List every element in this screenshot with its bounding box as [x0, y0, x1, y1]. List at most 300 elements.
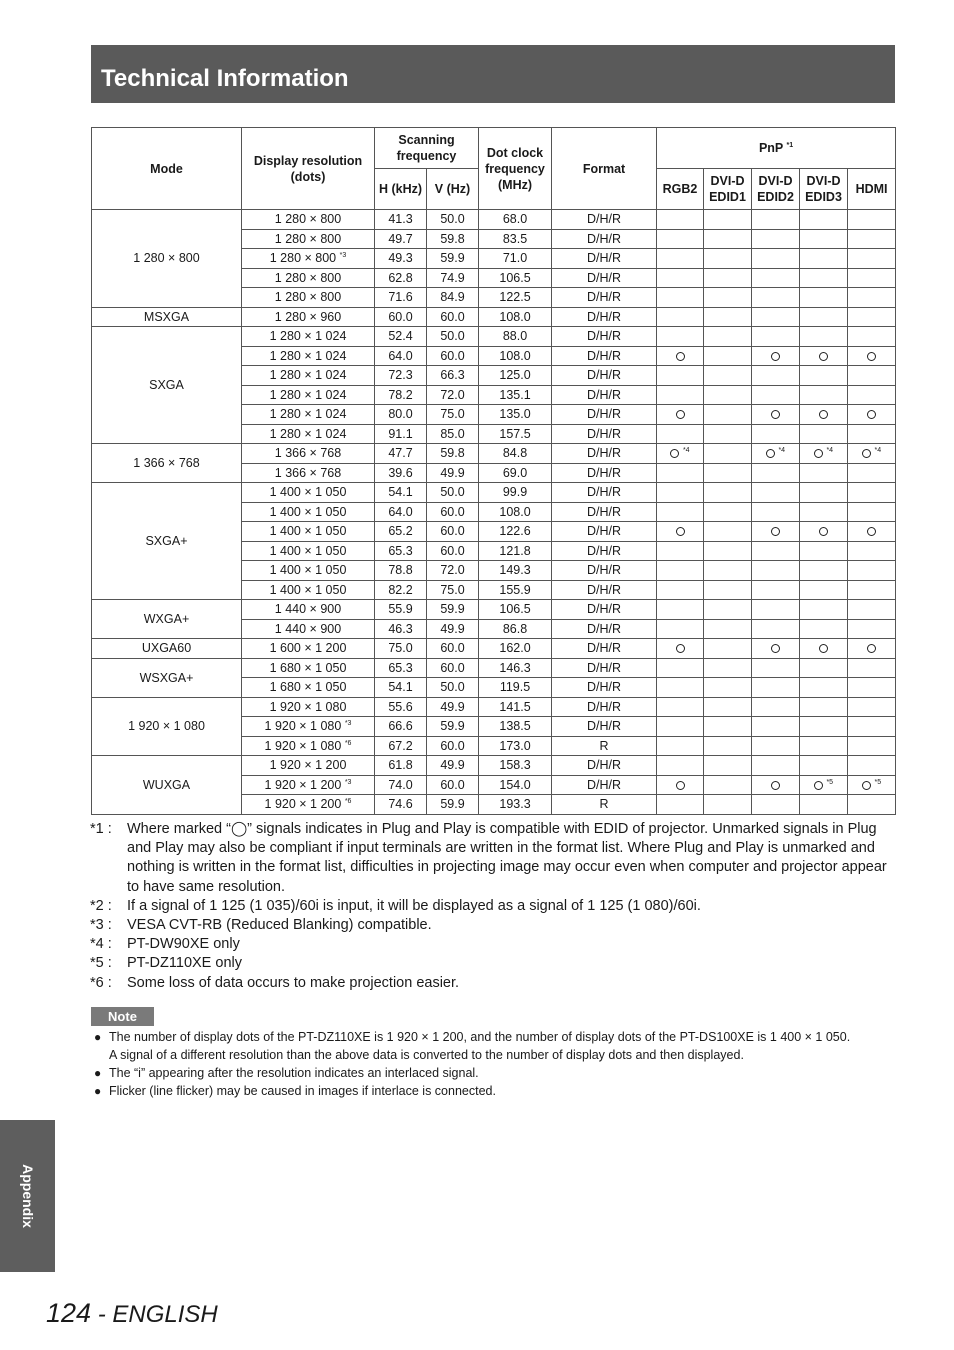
resolution-value: 1 280 × 800: [274, 270, 342, 285]
pnp-cell: [752, 249, 800, 269]
resolution-value: 1 920 × 1 080: [264, 719, 342, 734]
mode-cell: 1 280 × 800: [92, 210, 242, 308]
pnp-cell: [752, 736, 800, 756]
mode-cell: 1 366 × 768: [92, 444, 242, 483]
pnp-cell: [848, 288, 896, 308]
h-freq-cell: 49.7: [375, 229, 427, 249]
v-freq-cell: 75.0: [427, 580, 479, 600]
h-freq-cell: 71.6: [375, 288, 427, 308]
pnp-cell: [800, 307, 848, 327]
pnp-cell: [657, 697, 704, 717]
mode-cell: UXGA60: [92, 639, 242, 659]
v-freq-cell: 50.0: [427, 678, 479, 698]
footer-language: ENGLISH: [112, 1301, 218, 1328]
pnp-cell: [704, 502, 752, 522]
v-freq-cell: 59.9: [427, 795, 479, 815]
dotclock-cell: 141.5: [479, 697, 552, 717]
resolution-value: 1 366 × 768: [274, 465, 342, 480]
page-number: 124: [46, 1298, 92, 1328]
pnp-cell: [704, 210, 752, 230]
compatible-circle-icon: [766, 449, 775, 458]
mode-cell: SXGA+: [92, 483, 242, 600]
pnp-cell: [848, 424, 896, 444]
resolution-value: 1 680 × 1 050: [269, 680, 347, 695]
compatible-circle-icon: [867, 410, 876, 419]
h-freq-cell: 75.0: [375, 639, 427, 659]
compatible-circle-icon: [771, 410, 780, 419]
format-cell: D/H/R: [552, 229, 657, 249]
resolution-cell: [242, 268, 375, 288]
resolution-cell: [242, 483, 375, 503]
pnp-cell: [704, 697, 752, 717]
pnp-cell: [800, 483, 848, 503]
pnp-cell: [657, 444, 704, 464]
pnp-cell: [704, 483, 752, 503]
pnp-cell: [704, 580, 752, 600]
dotclock-cell: 106.5: [479, 600, 552, 620]
pnp-cell: [657, 385, 704, 405]
pnp-cell: [848, 463, 896, 483]
format-cell: D/H/R: [552, 717, 657, 737]
resolution-cell: [242, 658, 375, 678]
pnp-cell: [657, 775, 704, 795]
bullet-icon: ●: [94, 1030, 102, 1044]
format-cell: D/H/R: [552, 327, 657, 347]
v-freq-cell: 60.0: [427, 502, 479, 522]
v-freq-cell: 60.0: [427, 346, 479, 366]
h-freq-cell: 66.6: [375, 717, 427, 737]
pnp-cell: [752, 717, 800, 737]
pnp-cell: [848, 756, 896, 776]
pnp-cell: [752, 405, 800, 425]
resolution-cell: [242, 346, 375, 366]
appendix-tab-label: Appendix: [19, 1164, 36, 1228]
resolution-note: *3: [339, 252, 347, 260]
pnp-cell: [657, 522, 704, 542]
v-freq-cell: 50.0: [427, 483, 479, 503]
v-freq-cell: 59.9: [427, 717, 479, 737]
table-row: [92, 327, 896, 347]
resolution-cell: [242, 697, 375, 717]
header-edid3: DVI-D EDID3: [800, 169, 848, 210]
pnp-cell: [657, 405, 704, 425]
resolution-cell: [242, 600, 375, 620]
pnp-cell: [752, 327, 800, 347]
pnp-cell: [848, 639, 896, 659]
pnp-cell: [657, 678, 704, 698]
pnp-cell: [657, 580, 704, 600]
header-edid1: DVI-D EDID1: [704, 169, 752, 210]
format-cell: R: [552, 795, 657, 815]
mode-cell: 1 920 × 1 080: [92, 697, 242, 756]
v-freq-cell: 50.0: [427, 210, 479, 230]
header-pnp-label: PnP: [758, 141, 784, 155]
v-freq-cell: 60.0: [427, 736, 479, 756]
v-freq-cell: 74.9: [427, 268, 479, 288]
h-freq-cell: 39.6: [375, 463, 427, 483]
pnp-cell: [704, 756, 752, 776]
page-footer: [46, 1298, 218, 1329]
pnp-cell: [657, 619, 704, 639]
compatible-circle-icon: [814, 781, 823, 790]
h-freq-cell: 55.6: [375, 697, 427, 717]
resolution-cell: [242, 288, 375, 308]
resolution-value: 1 280 × 960: [274, 309, 342, 324]
footnote-key: *6 :: [90, 974, 112, 991]
pnp-cell: [800, 288, 848, 308]
resolution-note: *3: [344, 720, 352, 728]
footnote-text: PT-DZ110XE only: [127, 955, 242, 972]
dotclock-cell: 86.8: [479, 619, 552, 639]
h-freq-cell: 49.3: [375, 249, 427, 269]
h-freq-cell: 54.1: [375, 678, 427, 698]
pnp-cell: [704, 600, 752, 620]
h-freq-cell: 82.2: [375, 580, 427, 600]
header-format: Format: [552, 128, 657, 210]
pnp-cell: [848, 249, 896, 269]
h-freq-cell: 78.2: [375, 385, 427, 405]
pnp-cell: [752, 658, 800, 678]
mode-cell: SXGA: [92, 327, 242, 444]
h-freq-cell: 46.3: [375, 619, 427, 639]
format-cell: D/H/R: [552, 502, 657, 522]
pnp-cell: [800, 346, 848, 366]
resolution-value: 1 280 × 800: [274, 212, 342, 227]
footnote: [90, 916, 896, 935]
pnp-cell: [752, 541, 800, 561]
h-freq-cell: 64.0: [375, 502, 427, 522]
pnp-cell: [800, 561, 848, 581]
resolution-value: 1 600 × 1 200: [269, 641, 347, 656]
table-body: [92, 210, 896, 815]
pnp-cell: [704, 717, 752, 737]
resolution-value: 1 280 × 1 024: [269, 407, 347, 422]
v-freq-cell: 49.9: [427, 697, 479, 717]
compatible-circle-icon: [819, 410, 828, 419]
pnp-cell: [657, 229, 704, 249]
format-cell: D/H/R: [552, 483, 657, 503]
pnp-cell: [752, 463, 800, 483]
pnp-cell: [800, 678, 848, 698]
resolution-value: 1 280 × 1 024: [269, 426, 347, 441]
pnp-cell: [657, 756, 704, 776]
pnp-cell: [800, 366, 848, 386]
pnp-cell: [704, 775, 752, 795]
compatible-circle-icon: [862, 781, 871, 790]
pnp-cell: [752, 210, 800, 230]
v-freq-cell: 59.9: [427, 600, 479, 620]
resolution-value: 1 400 × 1 050: [269, 504, 347, 519]
compatible-circle-icon: [819, 527, 828, 536]
pnp-cell: [657, 541, 704, 561]
pnp-cell: [848, 307, 896, 327]
format-cell: D/H/R: [552, 756, 657, 776]
footnote-text: PT-DW90XE only: [127, 936, 240, 953]
pnp-cell: [800, 756, 848, 776]
resolution-cell: [242, 639, 375, 659]
pnp-cell: [848, 405, 896, 425]
format-cell: D/H/R: [552, 307, 657, 327]
pnp-cell: [800, 229, 848, 249]
pnp-cell: [752, 756, 800, 776]
v-freq-cell: 59.9: [427, 249, 479, 269]
v-freq-cell: 49.9: [427, 619, 479, 639]
pnp-cell: [800, 736, 848, 756]
dotclock-cell: 108.0: [479, 307, 552, 327]
resolution-value: 1 920 × 1 080: [264, 738, 342, 753]
resolution-value: 1 280 × 800: [269, 251, 337, 266]
resolution-cell: [242, 795, 375, 815]
pnp-cell: [848, 229, 896, 249]
pnp-cell: [657, 424, 704, 444]
format-cell: D/H/R: [552, 268, 657, 288]
dotclock-cell: 149.3: [479, 561, 552, 581]
dotclock-cell: 119.5: [479, 678, 552, 698]
dotclock-cell: 69.0: [479, 463, 552, 483]
resolution-value: 1 920 × 1 200: [264, 777, 342, 792]
pnp-cell: [704, 229, 752, 249]
dotclock-cell: 157.5: [479, 424, 552, 444]
pnp-cell: [752, 678, 800, 698]
pnp-cell: [848, 580, 896, 600]
h-freq-cell: 74.6: [375, 795, 427, 815]
header-edid2: DVI-D EDID2: [752, 169, 800, 210]
pnp-cell: [752, 483, 800, 503]
dotclock-cell: 108.0: [479, 346, 552, 366]
format-cell: D/H/R: [552, 639, 657, 659]
pnp-cell: [657, 795, 704, 815]
resolution-cell: [242, 210, 375, 230]
pnp-cell: [657, 307, 704, 327]
pnp-cell: [752, 366, 800, 386]
table-row: [92, 307, 896, 327]
compatible-circle-icon: [867, 527, 876, 536]
mode-cell: MSXGA: [92, 307, 242, 327]
pnp-cell: [800, 268, 848, 288]
pnp-cell: [848, 775, 896, 795]
pnp-cell: [657, 249, 704, 269]
dotclock-cell: 71.0: [479, 249, 552, 269]
pnp-cell: [657, 288, 704, 308]
dotclock-cell: 154.0: [479, 775, 552, 795]
pnp-cell: [848, 483, 896, 503]
v-freq-cell: 49.9: [427, 756, 479, 776]
resolution-value: 1 280 × 1 024: [269, 348, 347, 363]
resolution-cell: [242, 307, 375, 327]
v-freq-cell: 59.8: [427, 229, 479, 249]
header-pnp-note: *1: [786, 142, 794, 149]
pnp-cell: [657, 483, 704, 503]
resolution-cell: [242, 229, 375, 249]
dotclock-cell: 158.3: [479, 756, 552, 776]
h-freq-cell: 62.8: [375, 268, 427, 288]
format-cell: D/H/R: [552, 366, 657, 386]
pnp-cell: [848, 561, 896, 581]
compatible-circle-icon: [771, 644, 780, 653]
footnote: [90, 954, 896, 973]
compatible-circle-icon: [814, 449, 823, 458]
footnote-text: Where marked “◯” signals indicates in Plug and Play is compatible with EDID of projector. Unmarked signals in Plug and Play may also be compliant if input terminals are written in the format list. Where Plug and Play is unmarked and nothing is written in the format list, difficulties in projecting image may occur even when computer and projector appear to have same resolution.: [127, 821, 887, 895]
h-freq-cell: 64.0: [375, 346, 427, 366]
resolution-value: 1 440 × 900: [274, 621, 342, 636]
header-dotclock: Dot clock frequency (MHz): [479, 128, 552, 210]
table-row: [92, 658, 896, 678]
pnp-cell: [704, 795, 752, 815]
pnp-cell: [800, 502, 848, 522]
resolution-value: 1 366 × 768: [274, 446, 342, 461]
pnp-cell: [848, 346, 896, 366]
table-row: [92, 483, 896, 503]
pnp-cell: [752, 307, 800, 327]
pnp-cell: [752, 385, 800, 405]
v-freq-cell: 60.0: [427, 658, 479, 678]
dotclock-cell: 138.5: [479, 717, 552, 737]
pnp-cell: [752, 580, 800, 600]
resolution-cell: [242, 502, 375, 522]
compatible-circle-icon: [676, 527, 685, 536]
pnp-cell: [752, 346, 800, 366]
footnote-key: *5 :: [90, 955, 112, 972]
pnp-note: *4: [682, 447, 690, 455]
pnp-cell: [704, 385, 752, 405]
bullet-icon: ●: [94, 1066, 102, 1080]
pnp-cell: [704, 522, 752, 542]
v-freq-cell: 60.0: [427, 775, 479, 795]
h-freq-cell: 41.3: [375, 210, 427, 230]
resolution-cell: [242, 717, 375, 737]
resolution-cell: [242, 775, 375, 795]
resolution-value: 1 440 × 900: [274, 602, 342, 617]
dotclock-cell: 122.5: [479, 288, 552, 308]
resolution-note: *6: [344, 798, 352, 806]
pnp-note: *4: [874, 447, 882, 455]
compatible-circle-icon: [676, 781, 685, 790]
h-freq-cell: 52.4: [375, 327, 427, 347]
resolution-value: 1 400 × 1 050: [269, 543, 347, 558]
format-cell: D/H/R: [552, 405, 657, 425]
resolution-value: 1 280 × 800: [274, 231, 342, 246]
header-h: H (kHz): [375, 169, 427, 210]
format-cell: D/H/R: [552, 541, 657, 561]
footnote-key: *1 :: [90, 821, 112, 837]
v-freq-cell: 66.3: [427, 366, 479, 386]
dotclock-cell: 122.6: [479, 522, 552, 542]
appendix-side-tab[interactable]: [0, 1120, 55, 1272]
h-freq-cell: 72.3: [375, 366, 427, 386]
footnote-key: *2 :: [90, 897, 112, 914]
pnp-cell: [752, 619, 800, 639]
format-cell: D/H/R: [552, 346, 657, 366]
pnp-cell: [752, 229, 800, 249]
format-cell: D/H/R: [552, 210, 657, 230]
pnp-cell: [752, 424, 800, 444]
pnp-cell: [704, 288, 752, 308]
pnp-cell: [657, 327, 704, 347]
resolution-cell: [242, 736, 375, 756]
footnote-key: *4 :: [90, 936, 112, 953]
compatible-circle-icon: [676, 410, 685, 419]
compatible-circle-icon: [819, 352, 828, 361]
resolution-cell: [242, 580, 375, 600]
pnp-cell: [800, 775, 848, 795]
pnp-cell: [704, 736, 752, 756]
pnp-cell: [704, 444, 752, 464]
footer-separator: -: [91, 1301, 113, 1328]
resolution-cell: [242, 756, 375, 776]
pnp-cell: [848, 502, 896, 522]
pnp-cell: [800, 327, 848, 347]
compatible-circle-icon: [862, 449, 871, 458]
pnp-cell: [848, 210, 896, 230]
pnp-cell: [800, 424, 848, 444]
pnp-cell: [800, 697, 848, 717]
compatible-circle-icon: [771, 527, 780, 536]
format-cell: D/H/R: [552, 658, 657, 678]
format-cell: D/H/R: [552, 697, 657, 717]
pnp-cell: [704, 619, 752, 639]
resolution-cell: [242, 405, 375, 425]
pnp-note: *4: [826, 447, 834, 455]
pnp-cell: [704, 541, 752, 561]
pnp-cell: [848, 268, 896, 288]
pnp-cell: [704, 463, 752, 483]
pnp-cell: [800, 580, 848, 600]
pnp-cell: [704, 327, 752, 347]
resolution-note: *6: [344, 739, 352, 747]
pnp-cell: [800, 717, 848, 737]
resolution-note: *3: [344, 778, 352, 786]
pnp-cell: [704, 678, 752, 698]
pnp-cell: [848, 541, 896, 561]
resolution-value: 1 920 × 1 080: [269, 699, 347, 714]
pnp-cell: [800, 249, 848, 269]
pnp-cell: [848, 327, 896, 347]
resolution-value: 1 920 × 1 200: [264, 797, 342, 812]
resolution-value: 1 400 × 1 050: [269, 485, 347, 500]
pnp-cell: [848, 619, 896, 639]
h-freq-cell: 55.9: [375, 600, 427, 620]
v-freq-cell: 72.0: [427, 561, 479, 581]
table-row: [92, 756, 896, 776]
v-freq-cell: 60.0: [427, 307, 479, 327]
compatible-circle-icon: [771, 352, 780, 361]
header-rgb2: RGB2: [657, 169, 704, 210]
pnp-cell: [752, 600, 800, 620]
compatible-circle-icon: [670, 449, 679, 458]
dotclock-cell: 146.3: [479, 658, 552, 678]
mode-cell: WUXGA: [92, 756, 242, 815]
format-cell: R: [552, 736, 657, 756]
dotclock-cell: 99.9: [479, 483, 552, 503]
pnp-cell: [800, 210, 848, 230]
format-cell: D/H/R: [552, 424, 657, 444]
note-label: Note: [91, 1007, 154, 1026]
pnp-cell: [657, 268, 704, 288]
dotclock-cell: 125.0: [479, 366, 552, 386]
pnp-cell: [848, 736, 896, 756]
h-freq-cell: 54.1: [375, 483, 427, 503]
footnote: [90, 974, 896, 993]
pnp-cell: [800, 639, 848, 659]
v-freq-cell: 49.9: [427, 463, 479, 483]
header-v: V (Hz): [427, 169, 479, 210]
v-freq-cell: 60.0: [427, 541, 479, 561]
resolution-cell: [242, 366, 375, 386]
pnp-cell: [800, 600, 848, 620]
compatible-circle-icon: [771, 781, 780, 790]
pnp-cell: [657, 366, 704, 386]
footnote: [90, 935, 896, 954]
